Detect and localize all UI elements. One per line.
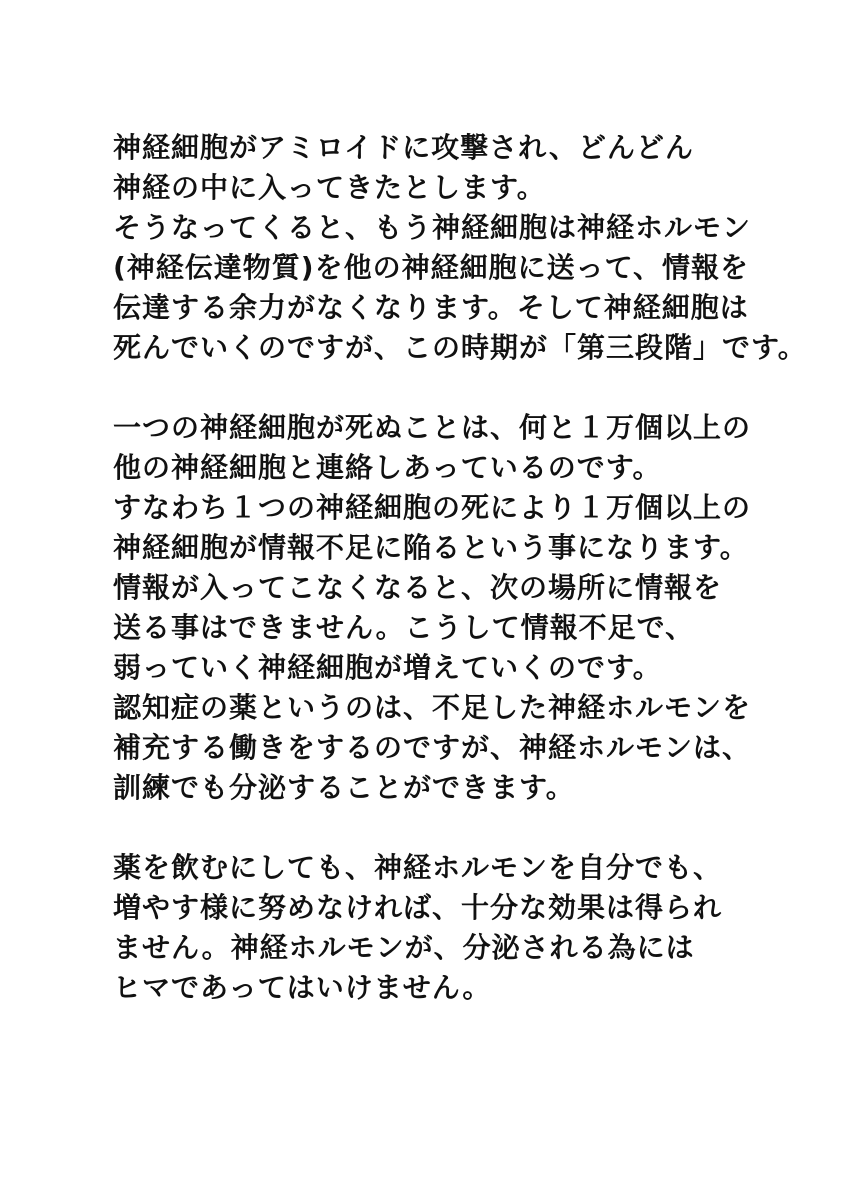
text-line: 伝達する余力がなくなります。そして神経細胞は (113, 291, 749, 324)
text-line: 他の神経細胞と連絡しあっているのです。 (113, 451, 662, 484)
text-line: 神経細胞がアミロイドに攻撃され、どんどん (113, 131, 694, 164)
text-line: 認知症の薬というのは、不足した神経ホルモンを (113, 691, 752, 724)
paragraph-spacer (113, 808, 813, 848)
text-line: 情報が入ってこなくなると、次の場所に情報を (113, 571, 723, 604)
text-line: 一つの神経細胞が死ぬことは、何と１万個以上の (113, 411, 752, 444)
paragraph-spacer (113, 368, 813, 408)
text-line: 死んでいくのですが、この時期が「第三段階」です。 (113, 331, 807, 364)
paragraph-2 (113, 408, 813, 808)
paragraph-3 (113, 848, 813, 1008)
text-line: (神経伝達物質)を他の神経細胞に送って、情報を (113, 251, 750, 284)
text-line: 弱っていく神経細胞が増えていくのです。 (113, 651, 662, 684)
text-line: 神経の中に入ってきたとします。 (113, 171, 546, 204)
text-line: ヒマであってはいけません。 (113, 971, 492, 1004)
text-line: すなわち１つの神経細胞の死により１万個以上の (113, 491, 752, 524)
text-line: 増やす様に努めなければ、十分な効果は得られ (113, 891, 723, 924)
text-line: ません。神経ホルモンが、分泌される為には (113, 931, 695, 964)
text-line: 送る事はできません。こうして情報不足で、 (113, 611, 695, 644)
text-line: そうなってくると、もう神経細胞は神経ホルモン (113, 211, 752, 244)
paragraph-1 (113, 128, 813, 368)
document-body (113, 128, 813, 1008)
text-line: 神経細胞が情報不足に陥るという事になります。 (113, 531, 749, 564)
text-line: 訓練でも分泌することができます。 (113, 771, 575, 804)
text-line: 補充する働きをするのですが、神経ホルモンは、 (113, 731, 752, 764)
text-line: 薬を飲むにしても、神経ホルモンを自分でも、 (113, 851, 723, 884)
